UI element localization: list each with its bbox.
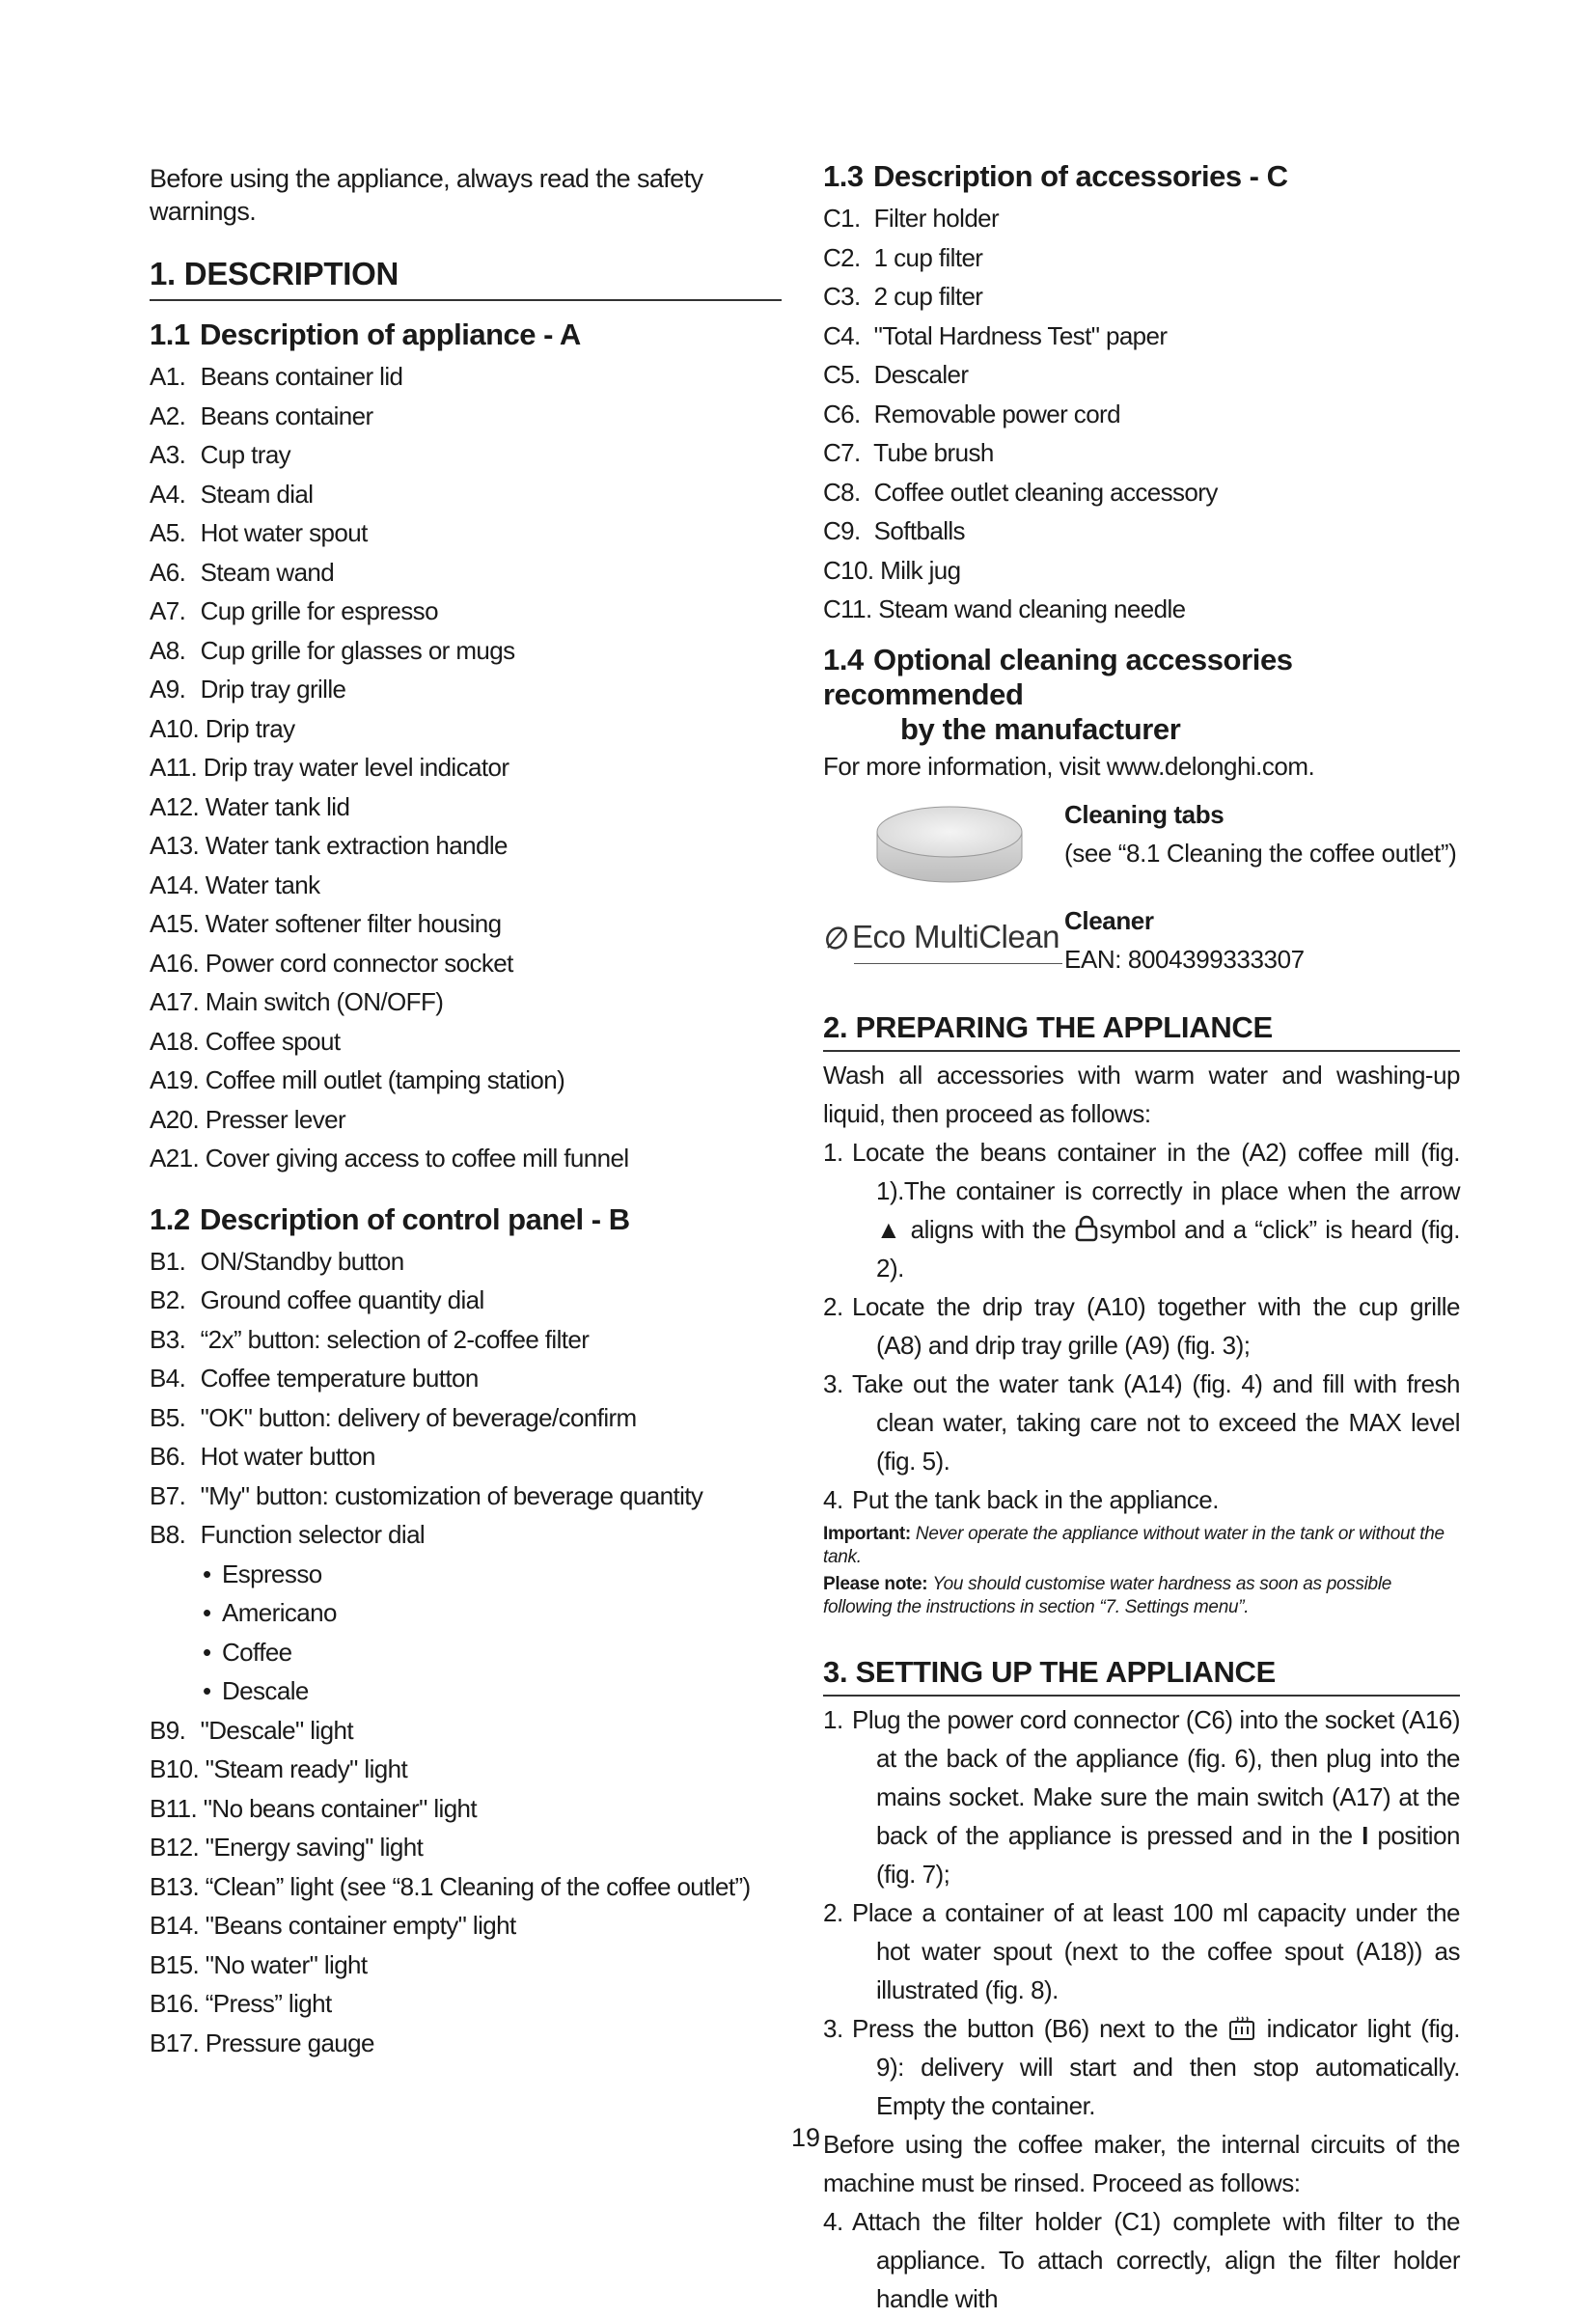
cleaner-title: Cleaner	[1064, 905, 1154, 935]
item-label: "Total Hardness Test" paper	[873, 320, 1168, 350]
list-item	[150, 1061, 782, 1100]
s3-step-2-text: Place a container of at least 100 ml capacity under the hot water spout (next to the coffee spout (A18)) as illustrated (fig. 8).	[852, 1897, 1460, 2004]
item-code: C8.	[823, 477, 861, 507]
item-code: A13.	[150, 831, 200, 860]
list-item	[823, 317, 1460, 356]
item-code: A20.	[150, 1104, 200, 1134]
list-item	[150, 1515, 782, 1555]
item-label: Milk jug	[880, 555, 961, 585]
item-code: A21.	[150, 1144, 200, 1173]
control-panel-list	[150, 1242, 782, 1555]
item-label: Drip tray water level indicator	[203, 753, 509, 782]
optional-info-text: For more information, visit www.delonghi.com.	[823, 751, 1315, 781]
item-code: B14.	[150, 1911, 200, 1940]
please-note	[823, 1573, 1460, 1619]
list-item	[150, 357, 782, 397]
section-2-title: 2. PREPARING THE APPLIANCE	[823, 1009, 1460, 1052]
list-item	[150, 826, 782, 866]
item-label: Power cord connector socket	[205, 948, 513, 978]
item-label: Function selector dial	[200, 1520, 426, 1549]
accessories-heading-text: Description of accessories - C	[873, 159, 1288, 193]
list-item	[823, 395, 1460, 434]
cleaning-tabs-text	[1064, 795, 1456, 872]
list-item	[150, 397, 782, 436]
section-3-step-3: 3. Press the button (B6) next to the indicator light (fig. 9): delivery will start and then stop automatically. Empty the container.	[823, 2013, 1461, 2120]
list-item	[150, 1867, 782, 1907]
list-item	[823, 473, 1460, 512]
item-label: Drip tray	[205, 713, 295, 743]
item-code: A7.	[150, 596, 186, 625]
item-label: “Clean” light (see “8.1 Cleaning of the coffee outlet”)	[205, 1871, 751, 1901]
item-code: A16.	[150, 948, 200, 978]
section-3-step-1: 1. Plug the power cord connector (C6) into the socket (A16) at the back of the appliance (fig. 6), then plug into the mains socket. Make sure the main switch (A17) at the back of the appliance is pressed and in the I position (fig. 7);	[823, 1704, 1460, 1889]
item-label: 1 cup filter	[873, 242, 983, 272]
item-label: Water tank	[205, 869, 320, 899]
section-3-title: 3. SETTING UP THE APPLIANCE	[823, 1654, 1460, 1697]
list-item	[150, 1984, 782, 2024]
right-column	[823, 158, 1460, 2318]
item-code: B15.	[150, 1949, 200, 1979]
control-panel-heading	[150, 1201, 782, 1238]
item-code: C4.	[823, 320, 861, 350]
item-code: A3.	[150, 440, 186, 469]
important-note	[823, 1523, 1460, 1569]
item-label: Coffee spout	[205, 1026, 341, 1056]
list-item	[150, 670, 782, 709]
section-3-step-4: 4. Attach the filter holder (C1) complete with filter to the appliance. To attach correctly, align the filter holder handle with	[823, 2206, 1460, 2313]
item-label: Softballs	[873, 516, 965, 545]
item-code: A14.	[150, 869, 200, 899]
item-label: Water tank extraction handle	[205, 831, 508, 860]
safety-intro: Before using the appliance, always read the safety warnings.	[150, 164, 703, 226]
item-code: A12.	[150, 791, 200, 821]
item-label: Descaler	[873, 360, 969, 389]
cleaning-tabs-row	[823, 795, 1460, 888]
control-panel-heading-number: 1.2	[150, 1201, 190, 1236]
s3-step-1-text-a: Plug the power cord connector (C6) into the socket (A16) at the back of the appliance (fig. 6), then plug into the mains socket. Make sure the main switch (A17) at the back of the appliance is pressed and in the	[852, 1704, 1460, 1850]
item-code: A11.	[150, 753, 198, 782]
list-item	[150, 866, 782, 905]
item-label: Drip tray grille	[200, 675, 346, 704]
lock-icon	[1074, 1215, 1099, 1242]
list-item	[150, 513, 782, 553]
list-item	[150, 1906, 782, 1945]
s3-step-3-text-a: Press the button (B6) next to the	[852, 2013, 1219, 2043]
accessories-list	[823, 199, 1460, 629]
section-2-step-1: 1. Locate the beans container in the (A2) coffee mill (fig. 1).The container is correctly in place when the arrow ▲ aligns with the symbol and a “click” is heard (fig. 2).	[823, 1137, 1460, 1283]
item-code: B16.	[150, 1989, 200, 2018]
accessories-heading	[823, 158, 1460, 195]
item-label: Coffee mill outlet (tamping station)	[205, 1065, 565, 1094]
list-item	[150, 787, 782, 827]
item-label: Water softener filter housing	[205, 909, 502, 938]
cleaning-tab-image	[873, 803, 1026, 886]
item-label: ON/Standby button	[200, 1246, 404, 1276]
item-code: C7.	[823, 438, 861, 467]
s3-step-3-text-b: indicator light (fig. 9): delivery will start and then stop automatically. Empty the container.	[876, 2013, 1461, 2120]
item-code: B9.	[150, 1715, 186, 1745]
function-selector-options	[150, 1555, 782, 1711]
list-item	[823, 551, 1460, 591]
hot-water-indicator-icon	[1227, 2014, 1256, 2043]
item-label: Tube brush	[873, 438, 994, 467]
list-item	[823, 433, 1460, 473]
list-item	[823, 355, 1460, 395]
list-item	[150, 2024, 782, 2063]
item-code: B4.	[150, 1364, 186, 1393]
item-code: A5.	[150, 518, 186, 547]
item-label: Cover giving access to coffee mill funnel	[205, 1144, 629, 1173]
list-item	[150, 1100, 782, 1140]
item-label: "OK" button: delivery of beverage/confirm	[200, 1402, 637, 1432]
left-column	[150, 162, 782, 2062]
item-label: 2 cup filter	[873, 282, 983, 311]
section-2-step-3: 3. Take out the water tank (A14) (fig. 4) and fill with fresh clean water, taking care not to exceed the MAX level (fig. 5).	[823, 1368, 1460, 1476]
item-code: A10.	[150, 713, 200, 743]
item-code: B7.	[150, 1480, 186, 1510]
item-label: Hot water spout	[200, 518, 368, 547]
list-item	[150, 1476, 782, 1516]
list-item	[150, 631, 782, 671]
item-code: A4.	[150, 479, 186, 509]
list-item	[823, 277, 1460, 317]
item-code: B11.	[150, 1793, 198, 1823]
list-item	[823, 199, 1460, 238]
item-code: B12.	[150, 1833, 200, 1862]
item-label: Steam wand	[200, 557, 335, 587]
item-label: "Steam ready" light	[205, 1754, 408, 1783]
item-label: "Energy saving" light	[205, 1833, 424, 1862]
item-label: "No water" light	[205, 1949, 368, 1979]
item-code: A8.	[150, 635, 186, 665]
item-code: C1.	[823, 204, 861, 233]
section-2-step-4: 4. Put the tank back in the appliance.	[823, 1484, 1219, 1514]
item-label: Beans container lid	[200, 362, 403, 391]
item-code: C6.	[823, 399, 861, 428]
list-item	[150, 553, 782, 593]
list-item	[150, 1242, 782, 1282]
item-code: A2.	[150, 400, 186, 430]
list-item	[150, 1398, 782, 1438]
list-item	[150, 944, 782, 983]
list-item	[150, 592, 782, 631]
list-item	[150, 1945, 782, 1985]
item-label: Pressure gauge	[205, 2028, 374, 2057]
step-1-text-b: symbol and a “click” is heard (fig. 2).	[876, 1214, 1460, 1283]
control-panel-heading-text: Description of control panel - B	[200, 1201, 630, 1236]
appliance-heading-text: Description of appliance - A	[200, 317, 581, 351]
cleaning-tabs-note: (see “8.1 Cleaning the coffee outlet”)	[1064, 838, 1457, 868]
item-code: A9.	[150, 675, 186, 704]
item-label: Water tank lid	[205, 791, 350, 821]
item-code: A6.	[150, 557, 186, 587]
step-4-text: Put the tank back in the appliance.	[852, 1484, 1219, 1514]
item-label: "Descale" light	[200, 1715, 353, 1745]
item-code: B8.	[150, 1520, 186, 1549]
appliance-heading-number: 1.1	[150, 317, 190, 351]
logo-underline	[854, 963, 1062, 964]
item-code: A15.	[150, 909, 200, 938]
important-label: Important:	[823, 1523, 911, 1544]
cleaner-ean: EAN: 8004399333307	[1064, 944, 1305, 974]
rinse-intro: Before using the coffee maker, the internal circuits of the machine must be rinsed. Proceed as follows:	[823, 2129, 1460, 2197]
item-code: A18.	[150, 1026, 200, 1056]
list-item	[150, 709, 782, 749]
item-code: B5.	[150, 1402, 186, 1432]
list-item	[150, 1789, 782, 1829]
list-item	[150, 1022, 782, 1062]
item-label: Hot water button	[200, 1442, 375, 1471]
item-label: Filter holder	[873, 204, 1000, 233]
list-item	[150, 748, 782, 787]
item-code: C9.	[823, 516, 861, 545]
item-code: C3.	[823, 282, 861, 311]
item-label: Cup tray	[200, 440, 291, 469]
item-label: "Beans container empty" light	[205, 1911, 516, 1940]
item-code: B10.	[150, 1754, 200, 1783]
list-item	[150, 1139, 782, 1178]
item-code: C2.	[823, 242, 861, 272]
on-position-mark: I	[1362, 1820, 1368, 1850]
leaf-icon	[823, 924, 850, 953]
appliance-parts-list	[150, 357, 782, 1178]
section-3-step-2: 2. Place a container of at least 100 ml capacity under the hot water spout (next to the coffee spout (A18)) as illustrated (fig. 8).	[823, 1897, 1460, 2004]
eco-logo-text: Eco MultiClean	[852, 918, 1059, 954]
optional-heading-line2: by the manufacturer	[900, 711, 1181, 746]
item-label: Coffee temperature button	[200, 1364, 479, 1393]
item-code: B17.	[150, 2028, 200, 2057]
step-2-text: Locate the drip tray (A10) together with the cup grille (A8) and drip tray grille (A9) (fig. 3);	[852, 1291, 1460, 1360]
list-item	[150, 1828, 782, 1867]
item-label: Cup grille for espresso	[200, 596, 438, 625]
section-2-step-2: 2. Locate the drip tray (A10) together with the cup grille (A8) and drip tray grille (A9) (fig. 3);	[823, 1291, 1460, 1360]
item-code: C10.	[823, 555, 874, 585]
item-label: "No beans container" light	[203, 1793, 478, 1823]
function-option: • Coffee	[150, 1633, 782, 1672]
section-1-title: 1. DESCRIPTION	[150, 255, 782, 301]
item-code: B2.	[150, 1285, 186, 1314]
optional-heading-number: 1.4	[823, 642, 864, 676]
cleaning-tabs-title: Cleaning tabs	[1064, 799, 1225, 829]
function-option: • Descale	[150, 1671, 782, 1711]
control-panel-lights-list	[150, 1711, 782, 2063]
item-label: Coffee outlet cleaning accessory	[873, 477, 1218, 507]
list-item	[150, 1320, 782, 1360]
list-item	[823, 511, 1460, 551]
item-label: Removable power cord	[873, 399, 1120, 428]
item-code: B1.	[150, 1246, 186, 1276]
list-item	[150, 1281, 782, 1320]
item-label: Beans container	[200, 400, 373, 430]
item-label: “2x” button: selection of 2-coffee filter	[200, 1324, 590, 1354]
item-label: Main switch (ON/OFF)	[205, 987, 444, 1016]
item-label: “Press” light	[205, 1989, 332, 2018]
cleaner-text	[1064, 901, 1305, 979]
appliance-heading	[150, 317, 782, 353]
item-label: Ground coffee quantity dial	[200, 1285, 484, 1314]
optional-accessories-heading	[823, 643, 1460, 747]
please-note-text: You should customise water hardness as soon as possible following the instructions in section “7. Settings menu”.	[823, 1573, 1392, 1617]
list-item	[150, 1711, 782, 1751]
list-item	[150, 1437, 782, 1476]
item-code: B13.	[150, 1871, 200, 1901]
s3-step-4-text: Attach the filter holder (C1) complete with filter to the appliance. To attach correctly, align the filter holder handle with	[852, 2206, 1460, 2313]
list-item	[823, 238, 1460, 278]
item-code: A19.	[150, 1065, 200, 1094]
item-label: "My" button: customization of beverage quantity	[200, 1480, 703, 1510]
optional-heading-line1: Optional cleaning accessories recommended	[823, 642, 1293, 711]
item-code: B6.	[150, 1442, 186, 1471]
list-item	[150, 982, 782, 1022]
s3-step-1-text-b: position (fig. 7);	[876, 1820, 1460, 1889]
item-label: Cup grille for glasses or mugs	[200, 635, 515, 665]
step-3-text: Take out the water tank (A14) (fig. 4) and fill with fresh clean water, taking care not to exceed the MAX level (fig. 5).	[852, 1368, 1460, 1476]
item-label: Steam wand cleaning needle	[878, 594, 1186, 623]
accessories-heading-number: 1.3	[823, 159, 864, 193]
list-item	[150, 1359, 782, 1398]
important-text: Never operate the appliance without water in the tank or without the tank.	[823, 1523, 1445, 1567]
page-number: 19	[791, 2123, 821, 2152]
item-label: Presser lever	[205, 1104, 346, 1134]
list-item	[150, 435, 782, 475]
list-item	[150, 475, 782, 514]
section-2-intro: Wash all accessories with warm water and washing-up liquid, then proceed as follows:	[823, 1060, 1460, 1128]
item-code: B3.	[150, 1324, 186, 1354]
function-option: • Espresso	[150, 1555, 782, 1594]
list-item	[150, 904, 782, 944]
item-label: Steam dial	[200, 479, 314, 509]
item-code: A1.	[150, 362, 186, 391]
function-option: • Americano	[150, 1593, 782, 1633]
step-1-text-a: Locate the beans container in the (A2) coffee mill (fig. 1).The container is correctly in place when the arrow ▲ aligns with the	[852, 1137, 1460, 1244]
cleaner-row	[823, 901, 1460, 990]
item-code: C5.	[823, 360, 861, 389]
please-note-label: Please note:	[823, 1573, 928, 1594]
list-item	[823, 590, 1460, 629]
list-item	[150, 1750, 782, 1789]
item-code: C11.	[823, 594, 872, 623]
item-code: A17.	[150, 987, 200, 1016]
eco-multiclean-logo	[823, 915, 1062, 973]
